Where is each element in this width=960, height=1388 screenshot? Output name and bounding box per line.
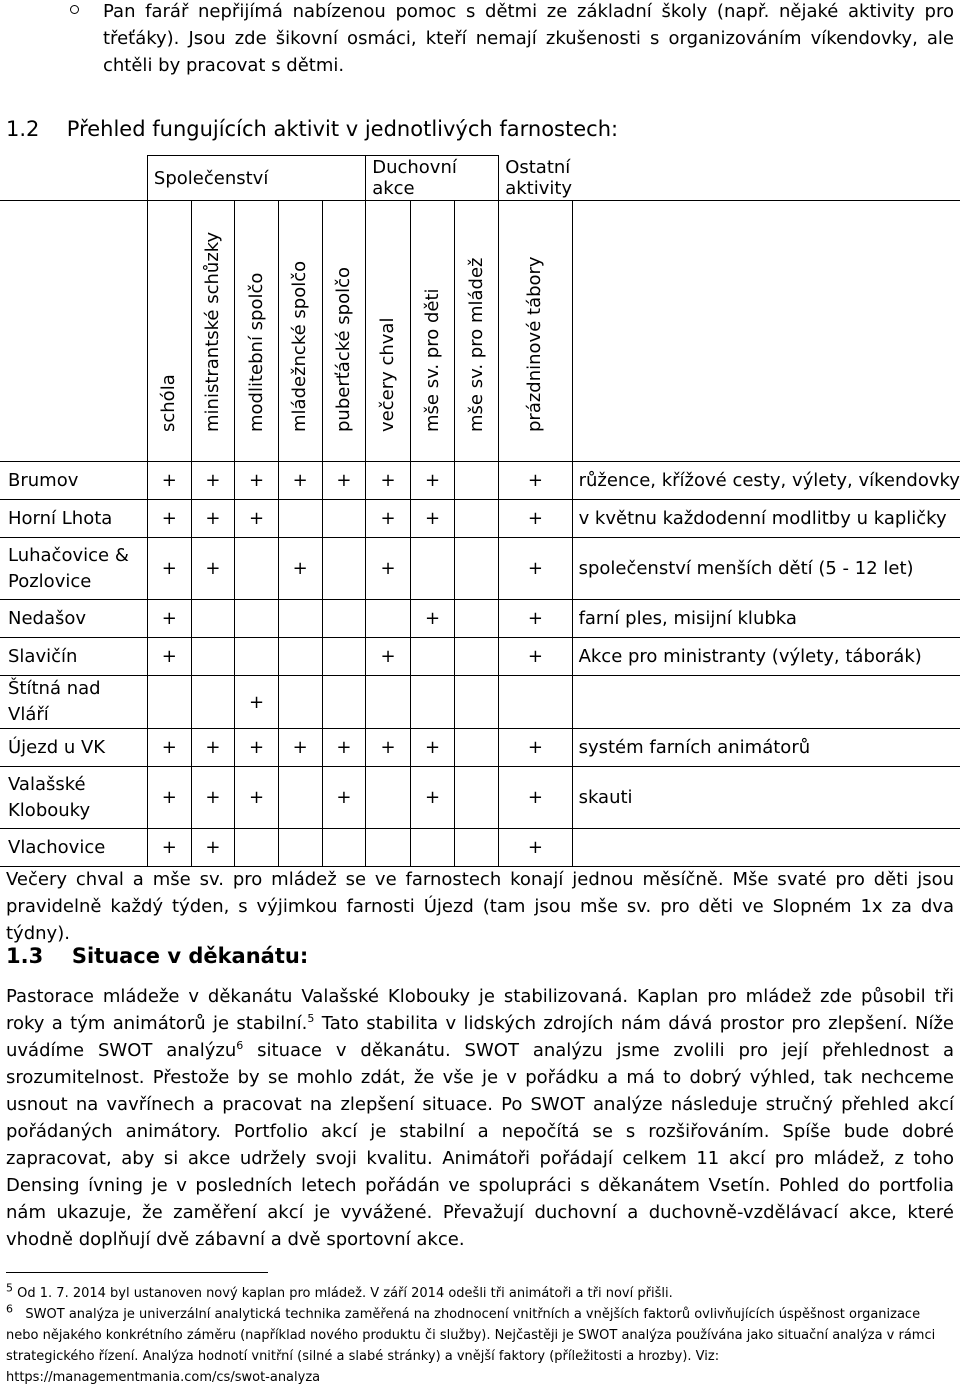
footnote-number: 6 <box>6 1302 13 1316</box>
activity-mark: + <box>147 829 191 867</box>
activity-mark: + <box>278 462 322 500</box>
other-activities: růžence, křížové cesty, výlety, víkendovky <box>572 462 960 500</box>
column-header <box>455 201 499 462</box>
activity-mark <box>278 638 322 676</box>
column-header-label: mše sv. pro mládež <box>465 257 487 432</box>
activity-mark <box>366 767 411 829</box>
activity-mark <box>366 600 411 638</box>
activity-mark: + <box>499 600 572 638</box>
parish-name: Horní Lhota <box>0 500 147 538</box>
activity-mark: + <box>147 500 191 538</box>
table-column-header-row <box>0 201 960 462</box>
other-activities: v květnu každodenní modlitby u kapličky <box>572 500 960 538</box>
column-header <box>322 201 366 462</box>
table-row <box>0 638 960 676</box>
column-header <box>235 201 279 462</box>
footnote-divider <box>6 1272 268 1273</box>
activity-mark <box>410 538 455 600</box>
table-row <box>0 538 960 600</box>
parish-name: Brumov <box>0 462 147 500</box>
activity-mark: + <box>499 462 572 500</box>
activity-mark <box>235 538 279 600</box>
footnote <box>6 1304 954 1388</box>
activity-mark: + <box>366 538 411 600</box>
parish-name: Štítná nad Vláří <box>0 676 147 729</box>
body-text: situace v děkanátu. SWOT analýzu jsme zvolili pro její přehlednost a srozumitelnost. Přestože by se mohlo zdát, že vše je v pořádku a má to dobrý výhled, tak nechceme usnout na vavřínech a pracovat na zlepšení situace. Po SWOT analýze následuje stručný přehled akcí pořádaných animátory. Portfolio akcí je stabilní a nepočítá se s rozšiřováním. Spíše bude dobré zapracovat, aby si akce udržely svoji kvalitu. Animátoři pořádají celkem 11 akcí pro mládež, z toho Densing ívning je v posledních letech pořádán ve spolupráci s děkanátem Vsetín. Pohled do portfolia nám ukazuje, že zaměření akcí je vyvážené. Převažují duchovní a duchovně-vzdělávací akce, které vhodně doplňují dvě zábavní a dvě sportovní akce. <box>6 1040 955 1250</box>
other-activities <box>572 676 960 729</box>
footnote-text: SWOT analýza je univerzální analytická technika zaměřená na zhodnocení vnitřních a vnějších faktorů ovlivňujících úspěšnost organizace nebo nějakého konkrétního záměru (například nového produktu či služby). Nejčastěji je SWOT analýza používána jako situační analýza v rámci strategického řízení. Analýza hodnotí vnitřní (silné a slabé stránky) a vnější faktory (příležitosti a hrozby). Viz: https://managementmania.com/cs/swot-analyza <box>6 1307 936 1385</box>
activity-mark: + <box>147 729 191 767</box>
activity-mark: + <box>147 538 191 600</box>
activity-mark <box>235 829 279 867</box>
activity-mark <box>455 538 499 600</box>
activity-mark: + <box>191 500 235 538</box>
activity-mark: + <box>366 638 411 676</box>
footnote-ref[interactable]: 6 <box>236 1039 244 1052</box>
table-row <box>0 500 960 538</box>
column-header <box>191 201 235 462</box>
table-row <box>0 600 960 638</box>
activity-mark <box>278 829 322 867</box>
column-header-label: modlitební spolčo <box>245 272 267 432</box>
activity-mark: + <box>410 462 455 500</box>
activity-mark: + <box>147 767 191 829</box>
column-header-label: schóla <box>158 374 180 432</box>
activity-mark <box>455 676 499 729</box>
footnote-number: 5 <box>6 1281 13 1295</box>
activity-mark: + <box>235 729 279 767</box>
parish-name: Vlachovice <box>0 829 147 867</box>
activity-mark: + <box>278 729 322 767</box>
group-header: Duchovní akce <box>366 156 499 201</box>
activity-mark <box>322 600 366 638</box>
body-paragraph <box>6 983 954 1253</box>
column-header-label: mládežncké spolčo <box>289 260 311 432</box>
other-activities: Akce pro ministranty (výlety, táborák) <box>572 638 960 676</box>
column-header <box>366 201 411 462</box>
activity-mark <box>455 829 499 867</box>
column-header-label: večery chval <box>376 317 398 432</box>
section-number: 1.3 <box>6 944 44 968</box>
column-header <box>278 201 322 462</box>
activity-mark: + <box>366 729 411 767</box>
footnote <box>6 1283 954 1304</box>
activity-mark: + <box>499 500 572 538</box>
activity-mark <box>455 462 499 500</box>
section-heading-1-2 <box>6 117 618 141</box>
activity-mark <box>410 638 455 676</box>
activity-mark: + <box>147 638 191 676</box>
section-title: Přehled fungujících aktivit v jednotlivých farnostech: <box>66 117 619 141</box>
activity-mark <box>191 638 235 676</box>
bullet-text: Pan farář nepřijímá nabízenou pomoc s dětmi ze základní školy (např. nějaké aktivity pro třeťáky). Jsou zde šikovní osmáci, kteří nemají zkušenosti s organizováním víkendovky, ale chtěli by pracovat s dětmi. <box>103 1 954 76</box>
activity-mark: + <box>235 462 279 500</box>
parish-name: Luhačovice & Pozlovice <box>0 538 147 600</box>
table-row <box>0 676 960 729</box>
activity-mark <box>455 600 499 638</box>
activity-mark: + <box>410 500 455 538</box>
column-header-label: ministrantské schůzky <box>201 231 223 432</box>
activity-mark: + <box>147 462 191 500</box>
activity-mark <box>235 638 279 676</box>
other-activities: systém farních animátorů <box>572 729 960 767</box>
activity-mark: + <box>499 829 572 867</box>
activity-mark <box>455 500 499 538</box>
activity-mark: + <box>191 767 235 829</box>
parish-name: Nedašov <box>0 600 147 638</box>
activity-mark: + <box>366 462 411 500</box>
activity-mark: + <box>191 538 235 600</box>
bullet-icon <box>70 5 79 14</box>
activity-mark: + <box>191 462 235 500</box>
activity-mark: + <box>322 462 366 500</box>
table-group-row <box>0 156 960 201</box>
activity-mark: + <box>499 638 572 676</box>
activity-mark <box>455 767 499 829</box>
parish-name: Slavičín <box>0 638 147 676</box>
activity-mark: + <box>322 767 366 829</box>
activity-mark: + <box>147 600 191 638</box>
column-header <box>410 201 455 462</box>
other-activities: farní ples, misijní klubka <box>572 600 960 638</box>
activity-mark: + <box>499 729 572 767</box>
activity-mark: + <box>499 767 572 829</box>
activity-mark <box>322 676 366 729</box>
activity-mark <box>322 538 366 600</box>
table-note: Večery chval a mše sv. pro mládež se ve farnostech konají jednou měsíčně. Mše svaté pro děti jsou pravidelně každý týden, s výjimkou farnosti Újezd (tam jsou mše sv. pro děti ve Slopném 1x za dva týdny). <box>6 869 954 944</box>
parish-name: Újezd u VK <box>0 729 147 767</box>
table-row <box>0 462 960 500</box>
activity-mark: + <box>499 538 572 600</box>
activity-mark: + <box>235 676 279 729</box>
activity-mark <box>235 600 279 638</box>
column-header-label: puberťácké spolčo <box>332 266 354 432</box>
activity-mark <box>410 676 455 729</box>
table-row <box>0 829 960 867</box>
other-activities <box>572 829 960 867</box>
activity-mark <box>366 829 411 867</box>
table-row <box>0 767 960 829</box>
parish-name: Valašské Klobouky <box>0 767 147 829</box>
activity-mark: + <box>322 729 366 767</box>
activity-mark <box>499 676 572 729</box>
column-header <box>147 201 191 462</box>
section-number: 1.2 <box>6 117 40 141</box>
activity-mark <box>366 676 411 729</box>
footnote-ref[interactable]: 5 <box>307 1012 315 1025</box>
activities-table <box>0 155 960 867</box>
footnote-text: Od 1. 7. 2014 byl ustanoven nový kaplan pro mládež. V září 2014 odešli tři animátoři a tři noví přišli. <box>17 1286 673 1301</box>
activity-mark <box>455 638 499 676</box>
activity-mark <box>278 500 322 538</box>
activity-mark: + <box>235 767 279 829</box>
group-header: Společenství <box>147 156 365 201</box>
activity-mark <box>322 500 366 538</box>
other-activities: skauti <box>572 767 960 829</box>
section-title: Situace v děkanátu: <box>71 944 309 968</box>
column-header-label: prázdninové tábory <box>524 256 546 432</box>
activity-mark: + <box>191 829 235 867</box>
activity-mark: + <box>278 538 322 600</box>
activity-mark <box>455 729 499 767</box>
activity-mark <box>191 676 235 729</box>
activity-mark <box>278 600 322 638</box>
body-text: Tato stabilita v lidských zdrojích nám dává prostor pro zlepšení. Níže uvádíme SWOT analýzu <box>6 1013 954 1061</box>
activity-mark <box>322 829 366 867</box>
activity-mark <box>278 767 322 829</box>
activity-mark: + <box>235 500 279 538</box>
activity-mark: + <box>410 767 455 829</box>
activity-mark: + <box>191 729 235 767</box>
activity-mark <box>147 676 191 729</box>
activity-mark: + <box>410 600 455 638</box>
other-activities: společenství menších dětí (5 - 12 let) <box>572 538 960 600</box>
column-header <box>499 201 572 462</box>
group-header: Ostatní aktivity <box>499 156 572 201</box>
table-row <box>0 729 960 767</box>
activity-mark <box>191 600 235 638</box>
activity-mark <box>410 829 455 867</box>
activity-mark: + <box>366 500 411 538</box>
activity-mark: + <box>410 729 455 767</box>
column-header-label: mše sv. pro děti <box>421 288 443 432</box>
activity-mark <box>322 638 366 676</box>
section-heading-1-3 <box>6 944 308 968</box>
bullet-item <box>0 0 960 80</box>
body-text: Pastorace mládeže v děkanátu Valašské Klobouky je stabilizovaná. Kaplan pro mládež zde působil tři roky a tým animátorů je stabilní. <box>6 986 954 1034</box>
activity-mark <box>278 676 322 729</box>
